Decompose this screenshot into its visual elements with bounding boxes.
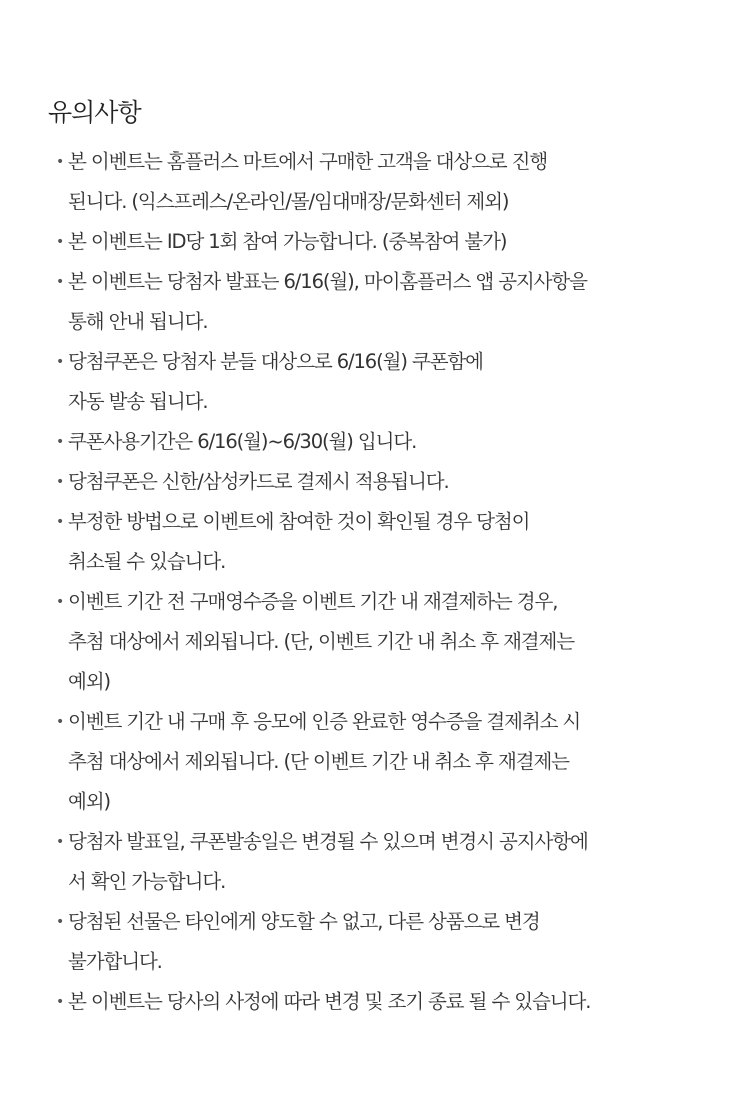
notice-text-line: 추첨 대상에서 제외됩니다. (단 이벤트 기간 내 취소 후 재결제는: [68, 750, 569, 773]
notice-text-line: 통해 안내 됩니다.: [68, 310, 208, 333]
notice-text-line: 자동 발송 됩니다.: [68, 390, 208, 413]
bullet-icon: •: [56, 514, 65, 530]
notice-text-line: 당첨된 선물은 타인에게 양도할 수 없고, 다른 상품으로 변경: [68, 910, 540, 933]
notice-item: [56, 822, 746, 902]
bullet-icon: •: [56, 354, 65, 370]
notice-text-line: 본 이벤트는 홈플러스 마트에서 구매한 고객을 대상으로 진행: [68, 150, 548, 173]
bullet-icon: •: [56, 714, 65, 730]
notice-text-line: 이벤트 기간 내 구매 후 응모에 인증 완료한 영수증을 결제취소 시: [68, 710, 581, 733]
notice-text-line: 본 이벤트는 당사의 사정에 따라 변경 및 조기 종료 될 수 있습니다.: [68, 990, 591, 1013]
bullet-icon: •: [56, 234, 65, 250]
notice-text-line: 본 이벤트는 당첨자 발표는 6/16(월), 마이홈플러스 앱 공지사항을: [68, 270, 587, 293]
notice-text-line: 이벤트 기간 전 구매영수증을 이벤트 기간 내 재결제하는 경우,: [68, 590, 558, 613]
notice-item: [56, 262, 746, 342]
notice-item: [56, 342, 746, 422]
notice-text-line: 부정한 방법으로 이벤트에 참여한 것이 확인될 경우 당첨이: [68, 510, 530, 533]
notice-text-line: 당첨쿠폰은 당첨자 분들 대상으로 6/16(월) 쿠폰함에: [68, 350, 483, 373]
notice-text-line: 본 이벤트는 ID당 1회 참여 가능합니다. (중복참여 불가): [68, 230, 507, 253]
bullet-icon: •: [56, 994, 65, 1010]
notice-text-line: 서 확인 가능합니다.: [68, 870, 226, 893]
notice-title: 유의사항: [48, 98, 141, 127]
notice-item: [56, 502, 746, 582]
bullet-icon: •: [56, 474, 65, 490]
notice-text-line: 된니다. (익스프레스/온라인/몰/임대매장/문화센터 제외): [68, 190, 509, 213]
notice-item: [56, 702, 746, 822]
bullet-icon: •: [56, 594, 65, 610]
notice-text-line: 불가합니다.: [68, 950, 162, 973]
notice-item: [56, 142, 746, 222]
notice-list: [56, 142, 746, 1022]
notice-item: [56, 902, 746, 982]
notice-item: [56, 462, 746, 502]
bullet-icon: •: [56, 154, 65, 170]
notice-text-line: 쿠폰사용기간은 6/16(월)~6/30(월) 입니다.: [68, 430, 417, 453]
notice-item: [56, 222, 746, 262]
notice-text-line: 당첨쿠폰은 신한/삼성카드로 결제시 적용됩니다.: [68, 470, 449, 493]
notice-item: [56, 982, 746, 1022]
notice-item: [56, 582, 746, 702]
notice-item: [56, 422, 746, 462]
bullet-icon: •: [56, 914, 65, 930]
notice-text-line: 예외): [68, 790, 110, 813]
notice-text-line: 추첨 대상에서 제외됩니다. (단, 이벤트 기간 내 취소 후 재결제는: [68, 630, 575, 653]
notice-text-line: 당첨자 발표일, 쿠폰발송일은 변경될 수 있으며 변경시 공지사항에: [68, 830, 588, 853]
notice-text-line: 취소될 수 있습니다.: [68, 550, 226, 573]
notice-text-line: 예외): [68, 670, 110, 693]
bullet-icon: •: [56, 434, 65, 450]
bullet-icon: •: [56, 274, 65, 290]
bullet-icon: •: [56, 834, 65, 850]
